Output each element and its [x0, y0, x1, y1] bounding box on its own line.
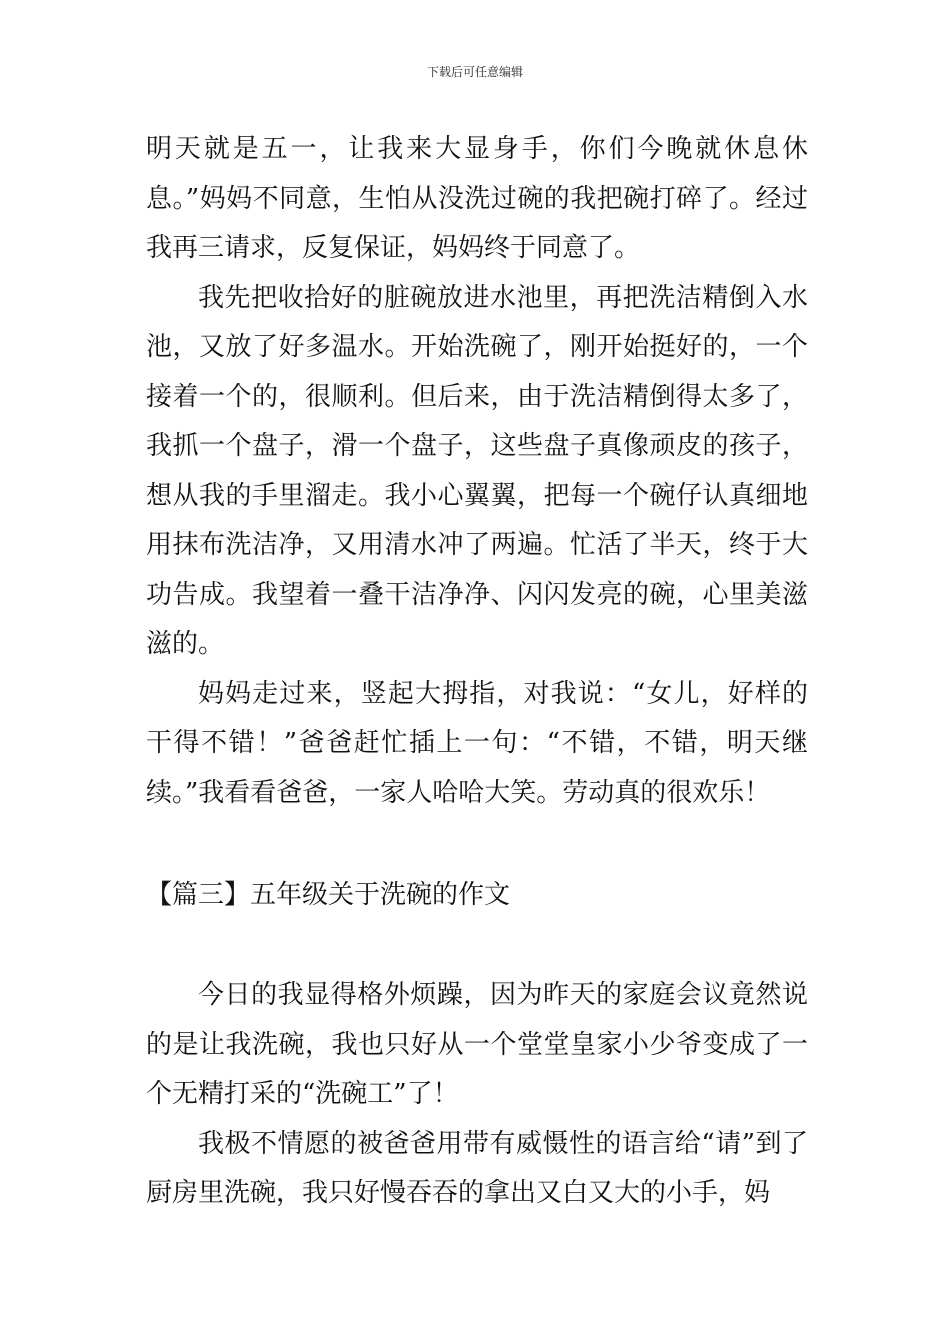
page-header-note: 下载后可任意编辑 — [426, 65, 523, 79]
paragraph: 我先把收拾好的脏碗放进水池里，再把洗洁精倒入水池，又放了好多温水。开始洗碗了，刚开始挺好的，一个接着一个的，很顺利。但后来，由于洗洁精倒得太多了，我抓一个盘子，滑一个盘子，这些盘子真像顽皮的孩子，想从我的手里溜走。我小心翼翼，把每一个碗仔认真细地用抹布洗洁净，又用清水冲了两遍。忙活了半天，终于大功告成。我望着一叠干洁净净、闪闪发亮的碗，心里美滋滋的。 — [146, 282, 808, 659]
section-heading: 【篇三】五年级关于洗碗的作文 — [146, 880, 511, 910]
paragraph: 妈妈走过来，竖起大拇指，对我说：“女儿，好样的干得不错！”爸爸赶忙插上一句：“不错，不错，明天继续。”我看看爸爸，一家人哈哈大笑。劳动真的很欢乐！ — [146, 678, 808, 808]
paragraph: 今日的我显得格外烦躁，因为昨天的家庭会议竟然说的是让我洗碗，我也只好从一个堂堂皇家小少爷变成了一个无精打采的“洗碗工”了！ — [146, 980, 808, 1109]
paragraph: 明天就是五一，让我来大显身手，你们今晚就休息休息。”妈妈不同意，生怕从没洗过碗的我把碗打碎了。经过我再三请求，反复保证，妈妈终于同意了。 — [146, 134, 808, 263]
essay-continued — [146, 125, 808, 818]
essay-three — [146, 971, 808, 1219]
paragraph: 我极不情愿的被爸爸用带有威慑性的语言给“请”到了厨房里洗碗，我只好慢吞吞的拿出又白又大的小手，妈 — [146, 1128, 808, 1208]
